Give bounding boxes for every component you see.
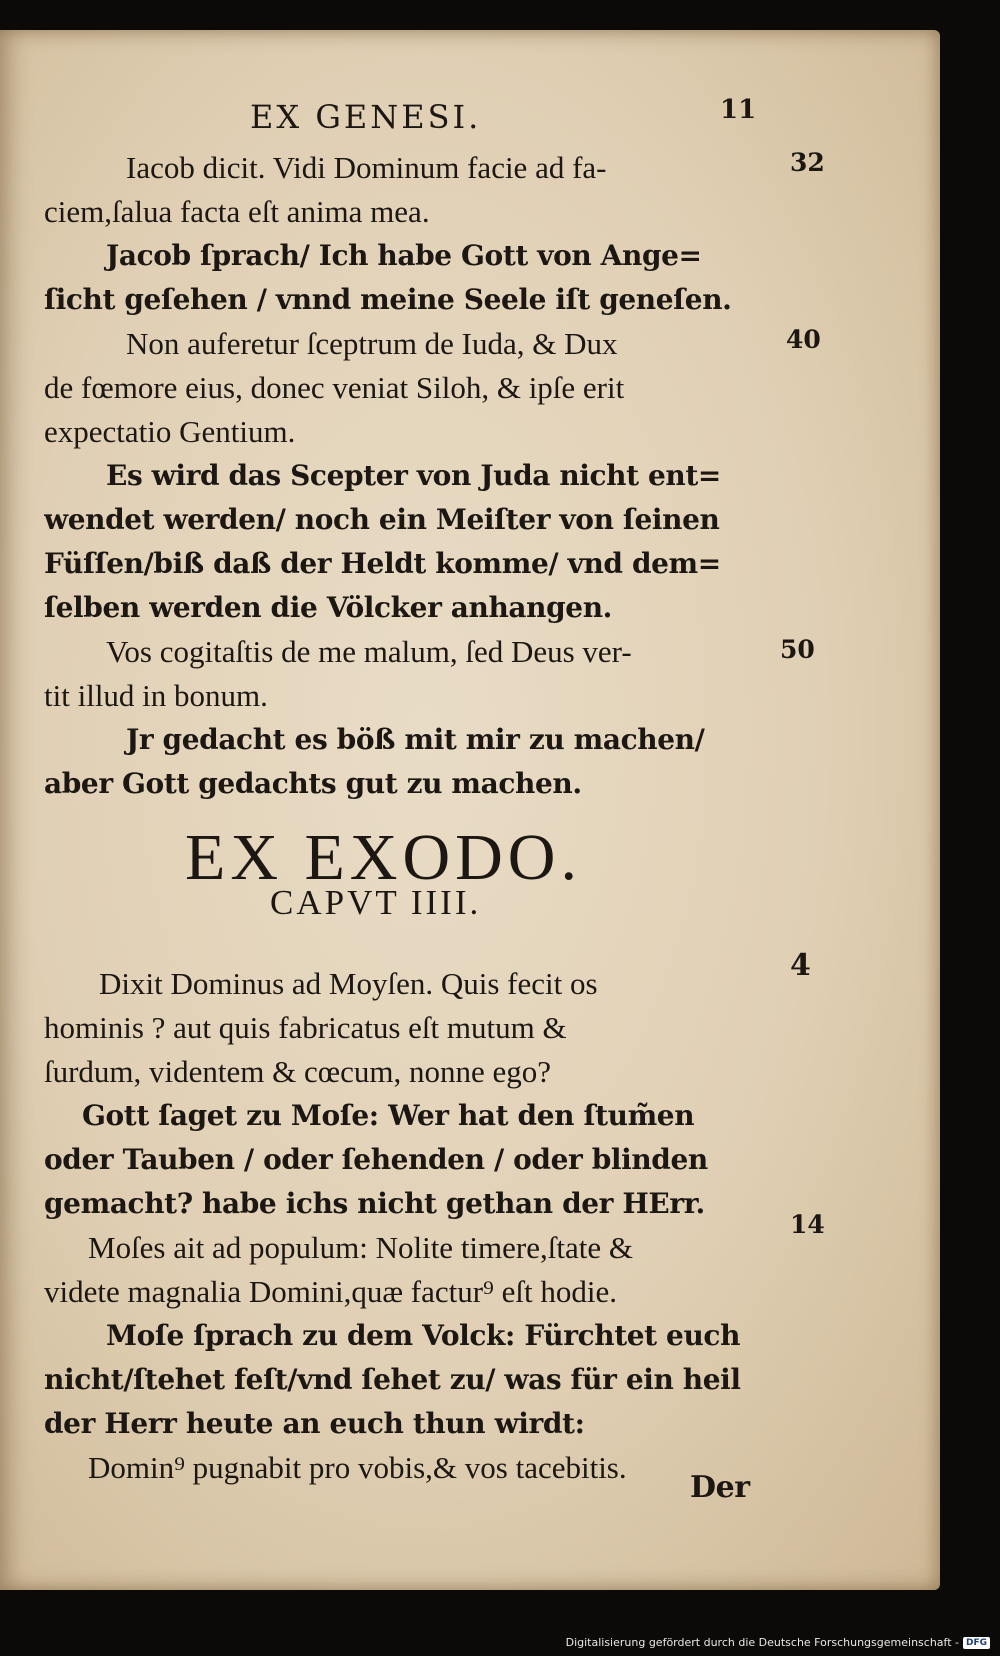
text-line: ſurdum, videntem & cœcum, nonne ego?: [44, 1054, 552, 1089]
dfg-logo-icon: DFG: [963, 1637, 990, 1649]
text-line: Füſſen/biß daß der Heldt komme/ vnd dem=: [44, 547, 721, 580]
text-line: Es wird das Scepter von Juda nicht ent=: [106, 459, 721, 492]
text-line: Moſes ait ad populum: Nolite timere,ſtate &: [88, 1230, 633, 1265]
text-line: tit illud in bonum.: [44, 678, 268, 713]
section-title: EX EXODO.: [185, 821, 582, 894]
text-line: oder Tauben / oder ſehenden / oder blinden: [44, 1143, 708, 1176]
text-line: nicht/ſtehet feſt/vnd ſehet zu/ was für ein heil: [44, 1363, 741, 1396]
margin-verse-number: 4: [790, 948, 811, 983]
text-line: gemacht? habe ichs nicht gethan der HErr.: [44, 1187, 705, 1220]
text-line: Domin⁹ pugnabit pro vobis,& vos tacebitis.: [88, 1450, 627, 1485]
text-line: expectatio Gentium.: [44, 414, 296, 449]
text-line: Jacob ſprach/ Ich habe Gott von Ange=: [106, 239, 702, 272]
text-line: Non auferetur ſceptrum de Iuda, & Dux: [126, 326, 618, 361]
margin-verse-number: 40: [786, 325, 821, 354]
genesis-text-block: [44, 146, 756, 806]
running-head: EX GENESI.: [250, 98, 482, 136]
text-line: ciem,ſalua facta eſt anima mea.: [44, 194, 430, 229]
text-line: videte magnalia Domini,quæ factur⁹ eſt hodie.: [44, 1274, 617, 1309]
text-line: Gott ſaget zu Moſe: Wer hat den ſtum̃en: [82, 1099, 695, 1132]
text-line: ſelben werden die Völcker anhangen.: [44, 591, 613, 624]
margin-verse-number: 32: [790, 148, 825, 177]
text-line: Iacob dicit. Vidi Dominum facie ad fa-: [126, 150, 607, 185]
text-line: wendet werden/ noch ein Meiſter von ſeinen: [44, 503, 720, 536]
text-line: Jr gedacht es böß mit mir zu machen/: [126, 723, 705, 756]
page-number: 11: [720, 95, 757, 125]
text-line: Dixit Dominus ad Moyſen. Quis fecit os: [99, 966, 598, 1001]
text-line: hominis ? aut quis fabricatus eſt mutum &: [44, 1010, 567, 1045]
text-line: aber Gott gedachts gut zu machen.: [44, 767, 582, 800]
text-line: Moſe ſprach zu dem Volck: Fürchtet euch: [106, 1319, 741, 1352]
text-line: ſicht geſehen / vnnd meine Seele iſt geneſen.: [44, 283, 732, 316]
catchword: Der: [690, 1470, 750, 1505]
text-line: Vos cogitaſtis de me malum, ſed Deus ver-: [106, 634, 632, 669]
credit-text: Digitalisierung gefördert durch die Deutsche Forschungsgemeinschaft -: [565, 1636, 959, 1649]
exodus-text-block: [44, 962, 756, 1490]
chapter-heading: CAPVT IIII.: [270, 883, 482, 922]
margin-verse-number: 14: [790, 1210, 825, 1239]
text-line: der Herr heute an euch thun wirdt:: [44, 1407, 585, 1440]
margin-verse-number: 50: [780, 635, 815, 664]
text-line: de fœmore eius, donec veniat Siloh, & ipſe erit: [44, 370, 625, 405]
digitization-credit: [566, 1636, 990, 1649]
